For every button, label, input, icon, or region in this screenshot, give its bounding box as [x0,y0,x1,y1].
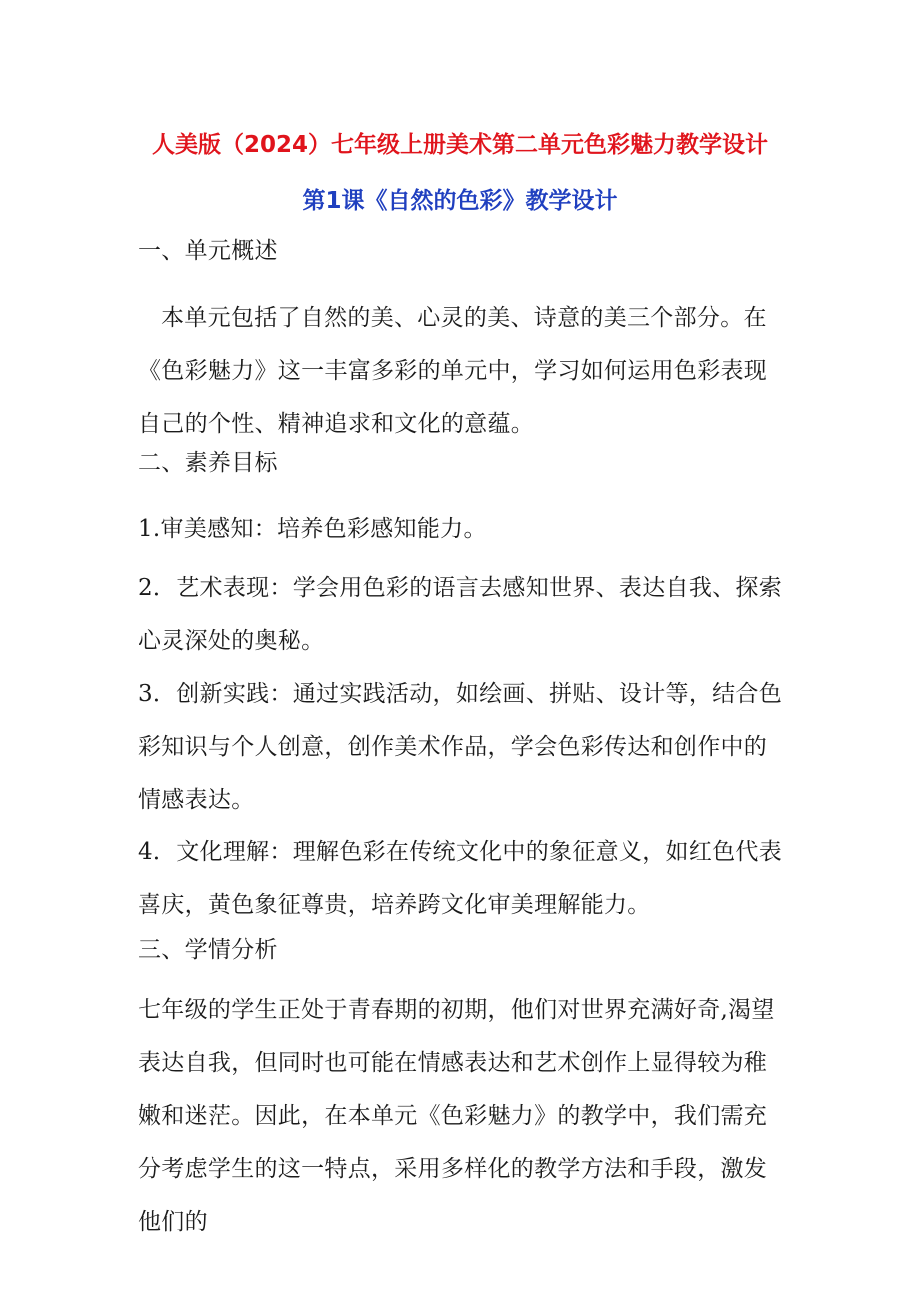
analysis-paragraph: 七年级的学生正处于青春期的初期，他们对世界充满好奇,渴望表达自我，但同时也可能在情感表达和艺术创作上显得较为稚嫩和迷茫。因此，在本单元《色彩魅力》的教学中，我们需充分考虑学生的这一特点，采用多样化的教学方法和手段，激发他们的 [138,997,775,1235]
section-heading-overview: 一、单元概述 [138,238,278,264]
section-heading-analysis: 三、学情分析 [138,937,278,963]
goal-item-aesthetic: 1.审美感知：培养色彩感知能力。 [138,516,487,542]
document-title: 人美版（2024）七年级上册美术第二单元色彩魅力教学设计 [151,132,768,158]
lesson-subtitle: 第1课《自然的色彩》教学设计 [302,188,618,214]
goal-item-expression: 2．艺术表现：学会用色彩的语言去感知世界、表达自我、探索心灵深处的奥秘。 [138,575,783,654]
section-heading-goals: 二、素养目标 [138,450,278,476]
goal-item-culture: 4．文化理解：理解色彩在传统文化中的象征意义，如红色代表喜庆，黄色象征尊贵，培养跨文化审美理解能力。 [138,839,783,918]
goal-item-innovation: 3．创新实践：通过实践活动，如绘画、拼贴、设计等，结合色彩知识与个人创意，创作美术作品，学会色彩传达和创作中的情感表达。 [138,681,783,813]
overview-paragraph: 本单元包括了自然的美、心灵的美、诗意的美三个部分。在《色彩魅力》这一丰富多彩的单元中，学习如何运用色彩表现自己的个性、精神追求和文化的意蕴。 [138,305,768,437]
